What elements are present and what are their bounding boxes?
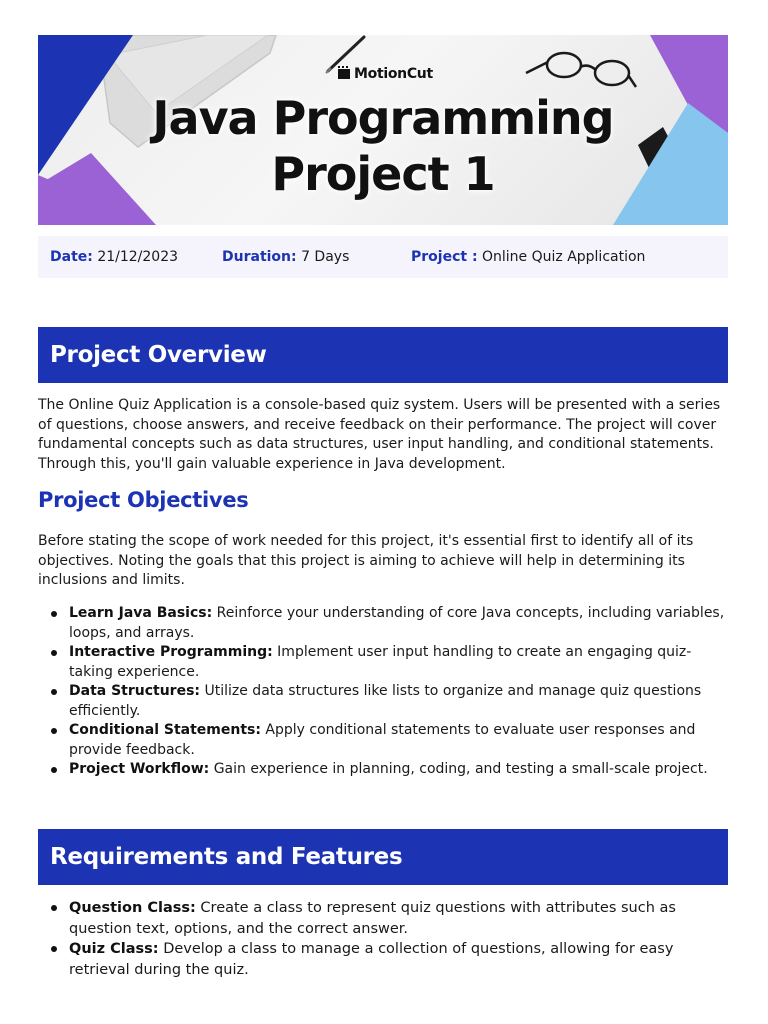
item-term: Learn Java Basics: — [69, 605, 213, 621]
overview-body: The Online Quiz Application is a console-based quiz system. Users will be presented with a series of questions, choose answers, and receive feedback on their performance. The project will cover fundamental concepts such as data structures, user input handling, and conditional statements. Through this, you'll gain valuable experience in Java development. — [38, 397, 721, 472]
banner-title — [38, 90, 728, 202]
list-item — [38, 898, 728, 939]
list-item — [38, 604, 728, 643]
item-term: Project Workflow: — [69, 761, 210, 777]
item-text: Apply conditional statements to evaluate user responses and provide feedback. — [69, 722, 696, 758]
requirements-list — [38, 898, 728, 980]
item-term: Question Class: — [69, 900, 196, 916]
item-text: Reinforce your understanding of core Java concepts, including variables, loops, and arrays. — [69, 605, 725, 641]
clapperboard-icon — [338, 69, 350, 79]
project-value: Online Quiz Application — [482, 249, 646, 265]
date-label: Date: — [50, 249, 93, 265]
header-banner — [38, 35, 728, 225]
brand-logo — [338, 66, 433, 82]
item-term: Quiz Class: — [69, 941, 159, 957]
project-label: Project : — [411, 249, 478, 265]
meta-duration — [222, 249, 349, 265]
item-term: Interactive Programming: — [69, 644, 273, 660]
item-term: Conditional Statements: — [69, 722, 261, 738]
item-text: Utilize data structures like lists to organize and manage quiz questions efficiently. — [69, 683, 702, 719]
item-text: Gain experience in planning, coding, and testing a small-scale project. — [213, 761, 708, 777]
meta-project — [411, 249, 645, 265]
objectives-list — [38, 604, 728, 780]
objectives-intro: Before stating the scope of work needed for this project, it's essential first to identify all of its objectives. Noting the goals that this project is aiming to achieve will help in determining its inclusions and limits. — [38, 533, 694, 588]
banner-title-line1: Java Programming — [152, 91, 614, 145]
list-item — [38, 721, 728, 760]
item-text: Develop a class to manage a collection of questions, allowing for easy retrieval during the quiz. — [69, 941, 674, 978]
list-item — [38, 643, 728, 682]
duration-value: 7 Days — [301, 249, 350, 265]
item-term: Data Structures: — [69, 683, 201, 699]
duration-label: Duration: — [222, 249, 297, 265]
project-meta-bar — [38, 236, 728, 278]
logo-text: MotionCut — [354, 66, 433, 82]
item-text: Create a class to represent quiz questions with attributes such as question text, options, and the correct answer. — [69, 900, 676, 937]
banner-title-line2: Project 1 — [271, 147, 495, 201]
list-item — [38, 939, 728, 980]
item-text: Implement user input handling to create an engaging quiz-taking experience. — [69, 644, 692, 680]
list-item — [38, 760, 728, 780]
date-value: 21/12/2023 — [97, 249, 179, 265]
glasses-icon — [526, 53, 636, 87]
section-heading-requirements: Requirements and Features — [38, 829, 728, 885]
section-heading-overview: Project Overview — [38, 327, 728, 383]
objectives-heading: Project Objectives — [38, 488, 249, 512]
list-item — [38, 682, 728, 721]
meta-date — [50, 249, 178, 265]
